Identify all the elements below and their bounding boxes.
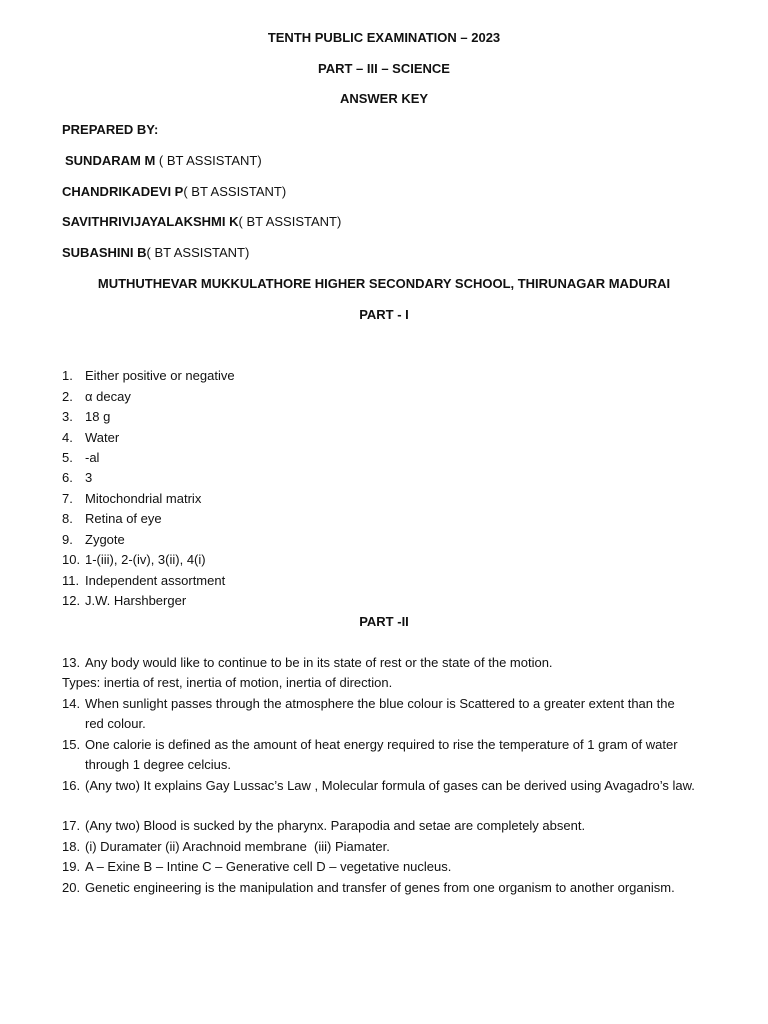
answer-text: Zygote xyxy=(85,532,125,547)
preparer-4-role: ( BT ASSISTANT) xyxy=(146,245,250,260)
answer-text: (Any two) It explains Gay Lussac’s Law , Molecular formula of gases can be derived using Avagadro’s law. xyxy=(85,778,695,793)
answer-number: 20. xyxy=(62,880,81,895)
answer-number: 19. xyxy=(62,859,81,874)
answer-text: Any body would like to continue to be in its state of rest or the state of the motion. xyxy=(85,655,553,670)
preparer-1-name: SUNDARAM M xyxy=(65,153,156,168)
answer-text: (i) Duramater (ii) Arachnoid membrane (iii) Piamater. xyxy=(85,839,390,854)
answer-number: 10. xyxy=(62,552,81,567)
part-one-heading: PART - I xyxy=(359,307,409,322)
answer-number: 17. xyxy=(62,818,81,833)
answer-text: When sunlight passes through the atmosphere the blue colour is Scattered to a greater extent than the red colour. xyxy=(85,696,675,731)
answer-number: 16. xyxy=(62,778,81,793)
answer-number: 11. xyxy=(62,573,80,588)
preparer-1-role: ( BT ASSISTANT) xyxy=(155,153,262,168)
answer-number: 6. xyxy=(62,470,73,485)
answer-number: 13. xyxy=(62,655,81,670)
preparer-2 xyxy=(62,184,286,200)
answer-text: Independent assortment xyxy=(85,573,226,588)
answer-number: 8. xyxy=(62,511,73,526)
answer-number: 7. xyxy=(62,491,73,506)
answer-text: α decay xyxy=(85,389,131,404)
preparer-1 xyxy=(65,153,262,169)
answer-key-heading: ANSWER KEY xyxy=(339,91,429,106)
prepared-by-label: PREPARED BY: xyxy=(62,122,159,137)
answer-text: Either positive or negative xyxy=(85,368,235,383)
answer-number: 14. xyxy=(62,696,81,711)
answer-note: Types: inertia of rest, inertia of motion, inertia of direction. xyxy=(62,675,393,690)
answer-number: 5. xyxy=(62,450,73,465)
exam-part: PART – III – SCIENCE xyxy=(318,61,450,76)
preparer-3-name: SAVITHRIVIJAYALAKSHMI K xyxy=(62,214,239,229)
preparer-2-name: CHANDRIKADEVI P xyxy=(62,184,184,199)
answer-text: A – Exine B – Intine C – Generative cell D – vegetative nucleus. xyxy=(85,859,452,874)
answer-number: 9. xyxy=(62,532,73,547)
answer-number: 18. xyxy=(62,839,81,854)
answer-text: Mitochondrial matrix xyxy=(85,491,202,506)
answer-text: Retina of eye xyxy=(85,511,162,526)
answer-text: 1-(iii), 2-(iv), 3(ii), 4(i) xyxy=(85,552,206,567)
answer-number: 3. xyxy=(62,409,73,424)
part-two-heading: PART -II xyxy=(359,614,409,629)
answer-number: 4. xyxy=(62,430,73,445)
answer-text: J.W. Harshberger xyxy=(85,593,187,608)
preparer-3-role: ( BT ASSISTANT) xyxy=(238,214,342,229)
answer-text: -al xyxy=(85,450,100,465)
exam-title: TENTH PUBLIC EXAMINATION – 2023 xyxy=(267,30,501,45)
answer-number: 15. xyxy=(62,737,81,752)
school-name: MUTHUTHEVAR MUKKULATHORE HIGHER SECONDARY SCHOOL, THIRUNAGAR MADURAI xyxy=(97,276,671,291)
preparer-4 xyxy=(62,245,249,261)
answer-text: (Any two) Blood is sucked by the pharynx. Parapodia and setae are completely absent. xyxy=(85,818,586,833)
preparer-2-role: ( BT ASSISTANT) xyxy=(183,184,287,199)
answer-text: One calorie is defined as the amount of heat energy required to rise the temperature of 1 gram of water through 1 degree celcius. xyxy=(85,737,678,772)
answer-text: 18 g xyxy=(85,409,111,424)
answer-text: 3 xyxy=(85,470,93,485)
answer-text: Water xyxy=(85,430,120,445)
answer-number: 2. xyxy=(62,389,73,404)
answer-number: 12. xyxy=(62,593,81,608)
answer-text: Genetic engineering is the manipulation and transfer of genes from one organism to another organism. xyxy=(85,880,675,895)
preparer-4-name: SUBASHINI B xyxy=(62,245,147,260)
preparer-3 xyxy=(62,214,341,230)
answer-number: 1. xyxy=(62,368,73,383)
